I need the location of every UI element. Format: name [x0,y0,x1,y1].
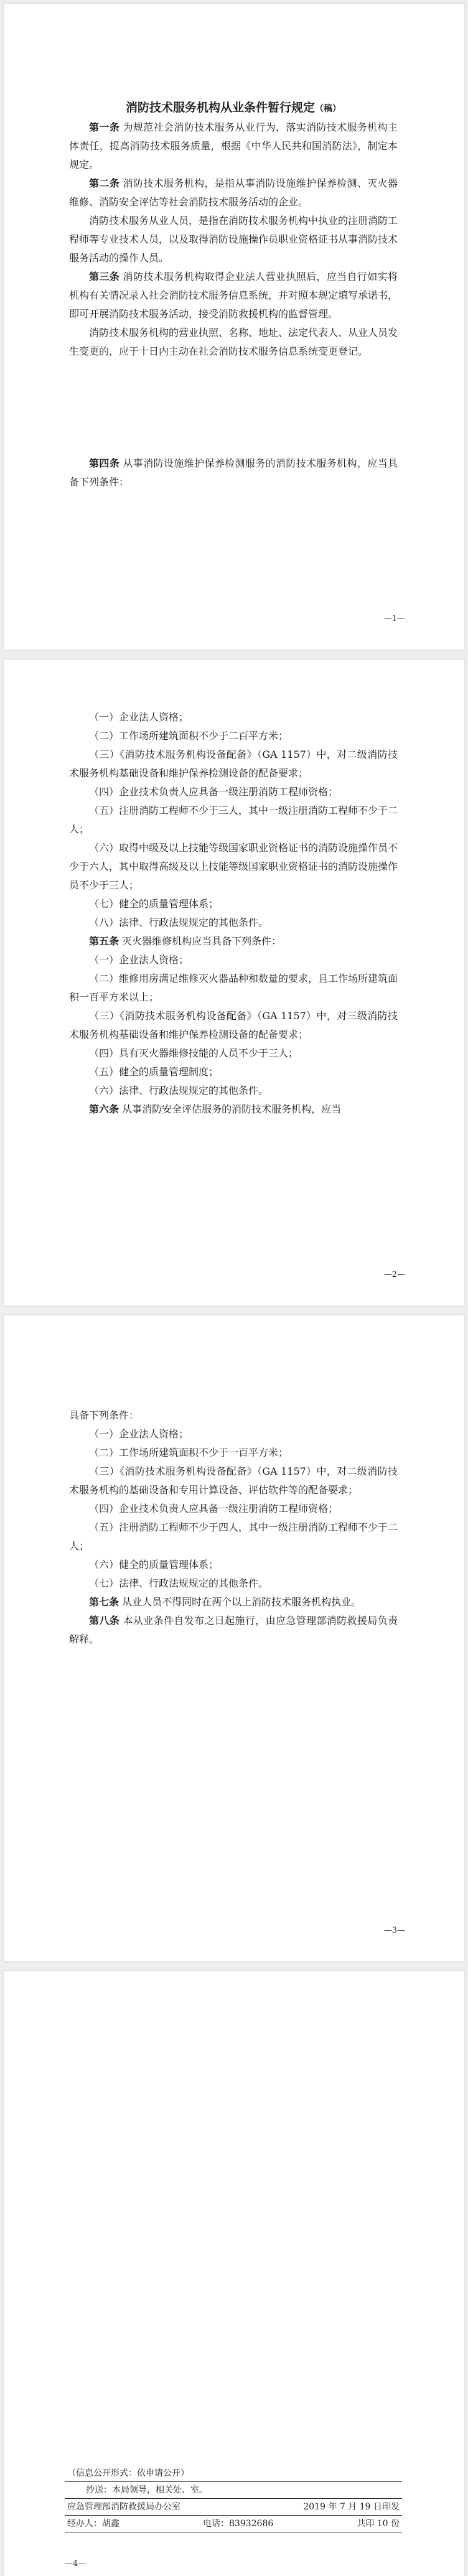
page-number: —2— [383,1270,405,1279]
document-page-3 [4,1315,464,1961]
paragraph-text: 消防技术服务机构，是指从事消防设施维护保养检测、灭火器维修、消防安全评估等社会消防技术服务活动的企业。 [69,177,398,208]
paragraph-text: （三）《消防技术服务机构设备配备》（GA 1157）中，对二级消防技术服务机构的基础设备和专用计算设备、评估软件等的配备要求； [69,1465,398,1496]
paragraph [69,1081,398,1100]
paragraph-text: （四）企业技术负责人应具备一级注册消防工程师资格； [89,1503,339,1514]
paragraph [69,1574,398,1593]
paragraph [69,969,398,1007]
colophon-block [65,2465,402,2532]
paragraph [69,1444,398,1462]
paragraph-text: （七）健全的质量管理体系； [89,898,219,910]
paragraph-text: （二）工作场所建筑面积不少于一百平方米； [89,1447,289,1458]
paragraph-text: （六）法律、行政法规规定的其他条件。 [89,1085,269,1096]
paragraph-text: （四）企业技术负责人应具备一级注册消防工程师资格； [89,786,339,798]
paragraph-text: （二）工作场所建筑面积不少于二百平方米； [89,730,289,742]
paragraph [69,1063,398,1081]
paragraph-text: （六）取得中级及以上技能等级国家职业资格证书的消防设施操作员不少于六人，其中取得高级及以上技能等级国家职业资格证书的消防设施操作员不少于三人； [69,842,398,891]
document-page-2 [4,660,464,1305]
paragraph-text: （三）《消防技术服务机构设备配备》（GA 1157）中，对三级消防技术服务机构基础设备和维护保养检测设备的配备要求； [69,1010,398,1040]
paragraph-text: （一）企业法人资格； [89,1428,189,1440]
document-page-4 [4,1971,464,2576]
paragraph-text: 为规范社会消防技术服务从业行为，落实消防技术服务机构主体责任，提高消防技术服务质量，根据《中华人民共和国消防法》，制定本规定。 [69,121,398,170]
paragraph-text: （三）《消防技术服务机构设备配备》（GA 1157）中，对二级消防技术服务机构基础设备和维护保养检测设备的配备要求； [69,749,398,779]
paragraph-text: 本从业条件自发布之日起施行，由应急管理部消防救援局负责解释。 [69,1615,398,1645]
paragraph [69,951,398,969]
page-number: —3— [383,1926,405,1935]
document-page-1 [4,4,464,650]
paragraph [69,745,398,783]
paragraph-text: 消防技术服务机构取得企业法人营业执照后，应当自行如实将机构有关情况录入社会消防技术服务信息系统，并对照本规定填写承诺书，即可开展消防技术服务活动，接受消防救援机构的监督管理。 [69,271,398,320]
paragraph-text: （四）具有灭火器维修技能的人员不少于三人； [89,1047,299,1059]
paragraph-text: （五）注册消防工程师不少于三人，其中一级注册消防工程师不少于二人； [69,805,398,835]
article-number: 第八条 [89,1615,120,1626]
paragraph-text: （二）维修用房满足维修灭火器品种和数量的要求，且工作场所建筑面积一百平方米以上； [69,973,398,1003]
paragraph-text: （六）健全的质量管理体系； [89,1559,219,1570]
paragraph-text: （八）法律、行政法规规定的其他条件。 [89,917,269,928]
paragraph [69,118,398,174]
paragraph-text: 从事消防安全评估服务的消防技术服务机构，应当 [119,1103,342,1115]
paragraph [69,1406,398,1425]
paragraph [69,932,398,951]
copies: 共印 10 份 [357,2519,400,2529]
cc-row [65,2482,402,2498]
paragraph-text: （五）健全的质量管理制度； [89,1066,219,1078]
paragraph [69,1556,398,1574]
paragraph [69,1044,398,1063]
paragraph-text: （七）法律、行政法规规定的其他条件。 [89,1577,269,1589]
handler: 经办人：胡鑫 [67,2519,119,2529]
issuer: 应急管理部消防救援局办公室 [67,2502,180,2512]
article-number: 第六条 [89,1103,119,1115]
paragraph-text: 具备下列条件： [69,1409,139,1421]
article-number: 第三条 [89,271,120,282]
paragraph-text: （一）企业法人资格； [89,711,189,723]
paragraph [69,801,398,839]
paragraph [69,268,398,324]
paragraph-text: 从事消防设施维护保养检测服务的消防技术服务机构，应当具备下列条件： [69,457,398,488]
paragraph [69,1518,398,1556]
article-number: 第七条 [89,1596,119,1608]
page-3-body [69,1406,398,1649]
paragraph-text: 消防技术服务从业人员，是指在消防技术服务机构中执业的注册消防工程师等专业技术人员，以及取得消防设施操作员职业资格证书从事消防技术服务活动的操作人员。 [69,215,398,264]
paragraph [69,324,398,361]
paragraph-text: 消防技术服务机构的营业执照、名称、地址、法定代表人、从业人员发生变更的，应于十日内主动在社会消防技术服务信息系统变更登记。 [69,327,398,357]
paragraph [69,1425,398,1444]
article-number: 第一条 [89,121,120,133]
paragraph-text: （一）企业法人资格； [89,954,189,966]
document-title: 消防技术服务机构从业条件暂行规定（稿） [125,101,341,114]
paragraph [69,913,398,932]
paragraph [69,212,398,268]
paragraph [69,783,398,801]
article-number: 第二条 [89,177,120,189]
paragraph [69,708,398,727]
article-number: 第五条 [89,935,119,947]
issuer-row [65,2499,402,2515]
info-public-form: （信息公开形式：依申请公开） [67,2468,189,2478]
paragraph [69,1007,398,1044]
paragraph [69,1593,398,1612]
paragraph [69,727,398,745]
paragraph-text: 从业人员不得同时在两个以上消防技术服务机构执业。 [119,1596,362,1608]
paragraph [69,1500,398,1518]
phone: 电话：83932686 [203,2519,274,2529]
paragraph [69,1612,398,1649]
paragraph [69,895,398,913]
paragraph [69,174,398,212]
page-number: —1— [383,614,405,623]
paragraph-text: （五）注册消防工程师不少于四人，其中一级注册消防工程师不少于二人； [69,1521,398,1552]
page-number: —4— [65,2559,87,2569]
paragraph [69,1100,398,1119]
cc-label: 抄送： [86,2485,112,2495]
paragraph-text: 灭火器维修机构应当具备下列条件： [119,935,282,947]
page-1-body [69,98,398,492]
paragraph [69,1462,398,1500]
paragraph [69,454,398,492]
issue-date: 2019 年 7 月 19 日印发 [303,2502,400,2512]
paragraph [69,839,398,895]
article-number: 第四条 [89,457,120,469]
page-2-body [69,708,398,1119]
handler-row [65,2516,402,2532]
cc-value: 本局领导，相关处、室。 [112,2485,208,2495]
